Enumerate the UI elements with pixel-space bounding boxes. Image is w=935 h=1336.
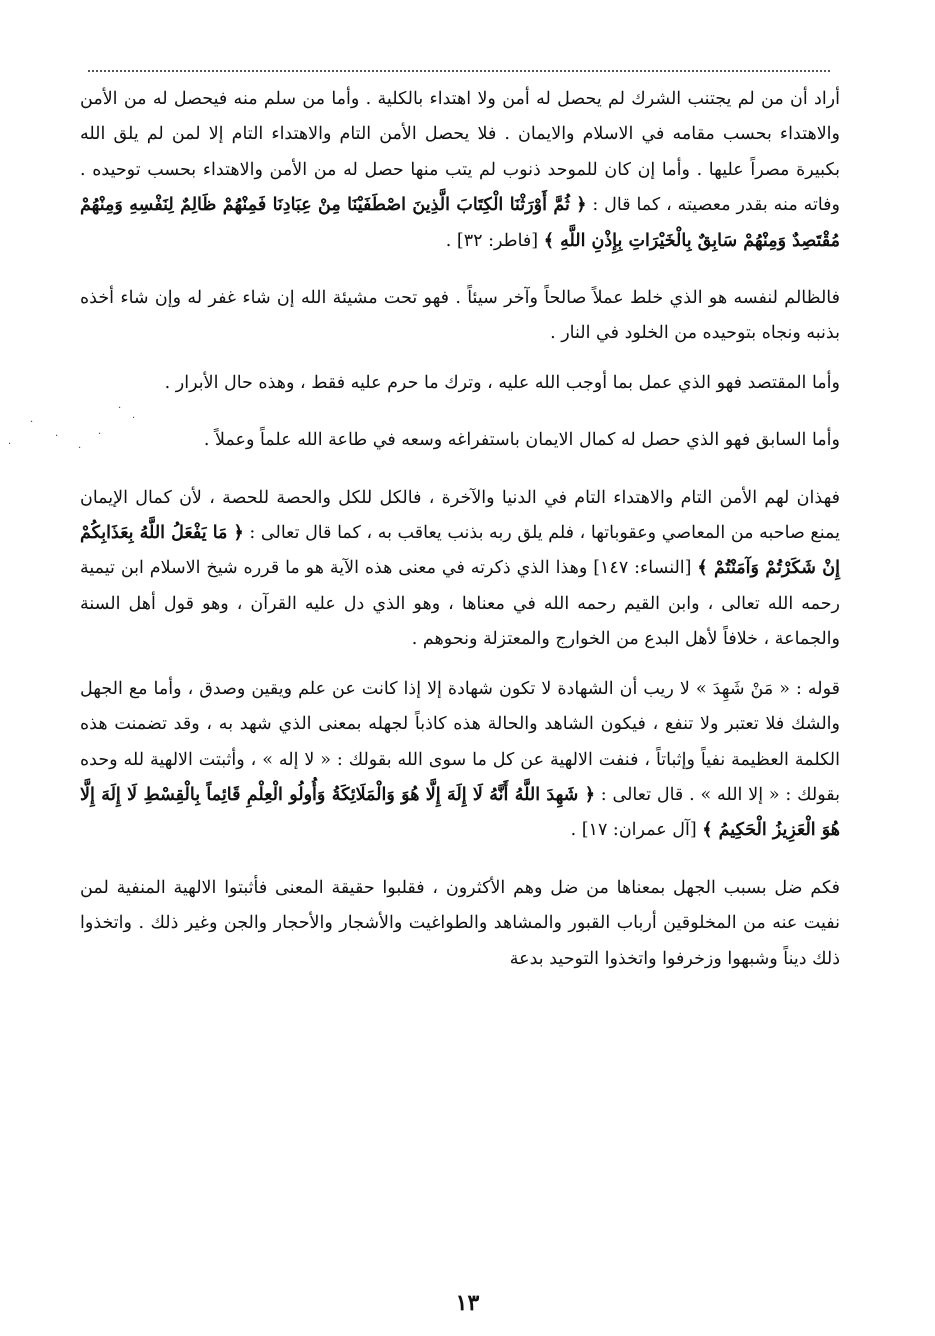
paragraph-4-text: وأما السابق فهو الذي حصل له كمال الايمان باستفراغه وسعه في طاعة الله علماً وعملاً .	[203, 430, 840, 451]
paragraph-4	[80, 423, 840, 458]
paragraph-6	[80, 672, 840, 849]
spacer	[80, 352, 840, 366]
paragraph-1-text: أراد أن من لم يجتنب الشرك لم يحصل له أمن ولا اهتداء بالكلية . وأما من سلم منه فيحصل له من الأمن والاهتداء بحسب مقامه في الاسلام والايمان . فلا يحصل الأمن التام والاهتداء التام إلا لمن لم يلق الله بكبيرة مصراً عليها . وأما إن كان للموحد ذنوب لم يتب منها حصل له من الأمن والاهتداء بحسب توحيده . وفاته منه بقدر معصيته ، كما قال :	[80, 89, 840, 216]
paragraph-2	[80, 281, 840, 352]
page-number: ١٣	[455, 1290, 480, 1316]
spacer	[80, 658, 840, 672]
paragraph-7-text: فكم ضل بسبب الجهل بمعناها من ضل وهم الأكثرون ، فقلبوا حقيقة المعنى فأثبتوا الالهية المنفية لمن نفيت عنه من المخلوقين أرباب القبور والمشاهد والطواغيت والأشجار والأحجار والجن وغير ذلك . واتخذوا ذلك ديناً وشبهوا وزخرفوا واتخذوا التوحيد بدعة	[80, 877, 840, 969]
verse-reference-al-imran: [آل عمران: ١٧] .	[570, 820, 697, 841]
quran-verse-fatir: ﴿ ثُمَّ أَوْرَثْنَا الْكِتَابَ الَّذِينَ اصْطَفَيْنَا مِنْ عِبَادِنَا فَمِنْهُمْ ظَالِمٌ لِنَفْسِهِ وَمِنْهُمْ مُقْتَصِدٌ وَمِنْهُمْ سَابِقٌ بِالْخَيْرَاتِ بِإِذْنِ اللَّهِ ﴾	[80, 195, 840, 251]
header-dotted-rule	[88, 70, 830, 72]
verse-reference-fatir: [فاطر: ٣٢] .	[445, 230, 539, 251]
paragraph-1	[80, 82, 840, 259]
scan-speck: ·	[118, 403, 122, 414]
quran-verse-nisa: ﴿ مَا يَفْعَلُ اللَّهُ بِعَذَابِكُمْ إِنْ شَكَرْتُمْ وَآمَنْتُمْ ﴾	[80, 523, 841, 579]
quran-verse-al-imran: ﴿ شَهِدَ اللَّهُ أَنَّهُ لَا إِلَهَ إِلَّا هُوَ وَالْمَلَائِكَةُ وَأُولُو الْعِلْمِ قَائِماً بِالْقِسْطِ لَا إِلَهَ إِلَّا هُوَ الْعَزِيزُ الْحَكِيمُ ﴾	[80, 784, 840, 841]
paragraph-3-text: وأما المقتصد فهو الذي عمل بما أوجب الله عليه ، وترك ما حرم عليه فقط ، وهذه حال الأبرار .	[164, 372, 840, 393]
spacer	[80, 459, 840, 481]
scan-speck: ·	[55, 431, 59, 442]
scan-speck: ·	[132, 413, 136, 424]
paragraph-3	[80, 366, 840, 401]
scan-speck: ·	[30, 417, 34, 428]
scan-speck: ·	[98, 429, 102, 440]
paragraph-6-text: قوله : « مَنْ شَهِدَ » لا ريب أن الشهادة لا تكون شهادة إلا إذا كانت عن علم ويقين وصدق ، وأما مع الجهل والشك فلا تعتبر ولا تنفع ، فيكون الشاهد والحالة هذه كاذباً لجهله بمعنى الذي شهد به ، وقد تضمنت هذه الكلمة العظيمة نفياً وإثباتاً ، فنفت الالهية عن كل ما سوى الله بقولك : « لا إله » ، وأثبتت الالهية لله وحده بقولك : « إلا الله » . قال تعالى :	[80, 678, 840, 805]
scan-speck: ·	[78, 443, 82, 454]
spacer	[80, 401, 840, 423]
paragraph-7	[80, 871, 840, 977]
paragraph-5-continuation: [النساء: ١٤٧] وهذا الذي ذكرته في معنى هذه الآية هو ما قرره شيخ الاسلام ابن تيمية رحمه الله تعالى ، وابن القيم رحمه الله في معناها ، وهو الذي دل عليه القرآن ، وهو قول أهل السنة والجماعة ، خلافاً لأهل البدع من الخوارج والمعتزلة ونحوهم .	[80, 558, 840, 650]
spacer	[80, 849, 840, 871]
scan-speck: ·	[8, 439, 12, 450]
page-body	[80, 82, 840, 977]
spacer	[80, 259, 840, 281]
paragraph-5	[80, 481, 840, 658]
paragraph-5-text: فهذان لهم الأمن التام والاهتداء التام في الدنيا والآخرة ، فالكل للكل والحصة للحصة ، لأن كمال الإيمان يمنع صاحبه من المعاصي وعقوباتها ، فلم يلق ربه بذنب يعاقب به ، كما قال تعالى :	[80, 487, 840, 544]
paragraph-2-text: فالظالم لنفسه هو الذي خلط عملاً صالحاً وآخر سيئاً . فهو تحت مشيئة الله إن شاء غفر له وإن شاء أخذه بذنبه ونجاه بتوحيده من الخلود في النار .	[80, 288, 840, 344]
